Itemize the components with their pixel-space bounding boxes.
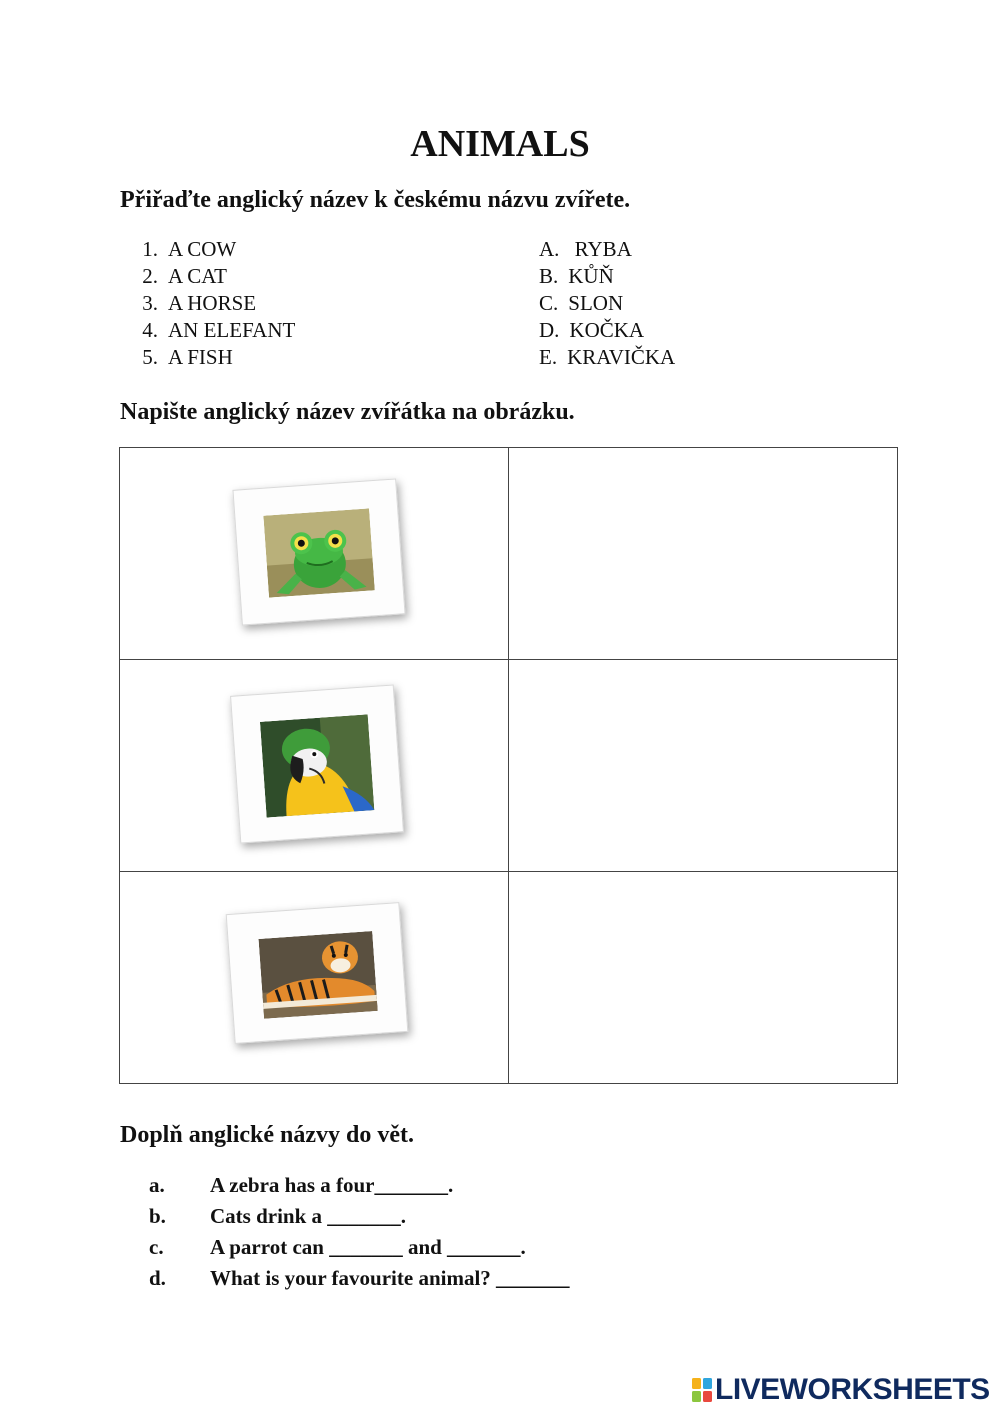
sentence-text[interactable]: A zebra has a four_______. — [210, 1173, 454, 1197]
list-item: D. KOČKA — [539, 318, 645, 342]
matching-heading: Přiřaďte anglický název k českému názvu zvířete. — [120, 187, 631, 213]
picture-cell — [120, 448, 509, 660]
answer-cell[interactable] — [509, 660, 898, 872]
liveworksheets-brand — [692, 1374, 990, 1406]
tiger-photo — [226, 902, 409, 1044]
frog-photo — [232, 478, 405, 625]
english-word-list — [127, 236, 295, 371]
list-item: 5. A FISH — [142, 345, 233, 369]
table-row — [120, 872, 898, 1084]
list-item: 1. A COW — [142, 237, 237, 261]
parrot-image — [260, 714, 374, 817]
list-item: E. KRAVIČKA — [539, 345, 676, 369]
picture-answer-table — [119, 447, 898, 1084]
list-item: 4. AN ELEFANT — [142, 318, 296, 342]
fill-in-sentences — [149, 1170, 570, 1294]
list-item: b. Cats drink a _______. — [149, 1204, 407, 1228]
table-row — [120, 660, 898, 872]
table-row — [120, 448, 898, 660]
worksheet-title: ANIMALS — [410, 123, 590, 165]
answer-cell[interactable] — [509, 872, 898, 1084]
sentence-text[interactable]: A parrot can _______ and _______. — [210, 1235, 526, 1259]
list-item: B. KŮŇ — [539, 264, 614, 288]
brand-text: LIVEWORKSHEETS — [715, 1373, 990, 1406]
parrot-photo — [230, 684, 404, 843]
picture-cell — [120, 872, 509, 1084]
picture-naming-heading: Napište anglický název zvířátka na obrázku. — [120, 399, 575, 425]
sentence-text[interactable]: What is your favourite animal? _______ — [210, 1266, 570, 1290]
list-item: c. A parrot can _______ and _______. — [149, 1235, 526, 1259]
list-item: a. A zebra has a four_______. — [149, 1173, 454, 1197]
fill-in-heading: Doplň anglické názvy do vět. — [120, 1122, 415, 1148]
answer-cell[interactable] — [509, 448, 898, 660]
tiger-image — [258, 931, 377, 1019]
list-item: C. SLON — [539, 291, 624, 315]
liveworksheets-logo-icon — [692, 1378, 712, 1402]
list-item: 3. A HORSE — [142, 291, 257, 315]
picture-cell — [120, 660, 509, 872]
list-item: A. RYBA — [539, 237, 632, 261]
list-item: 2. A CAT — [142, 264, 227, 288]
czech-word-list — [539, 236, 675, 371]
frog-image — [263, 508, 374, 597]
sentence-text[interactable]: Cats drink a _______. — [210, 1204, 407, 1228]
list-item: d. What is your favourite animal? _______ — [149, 1266, 570, 1290]
